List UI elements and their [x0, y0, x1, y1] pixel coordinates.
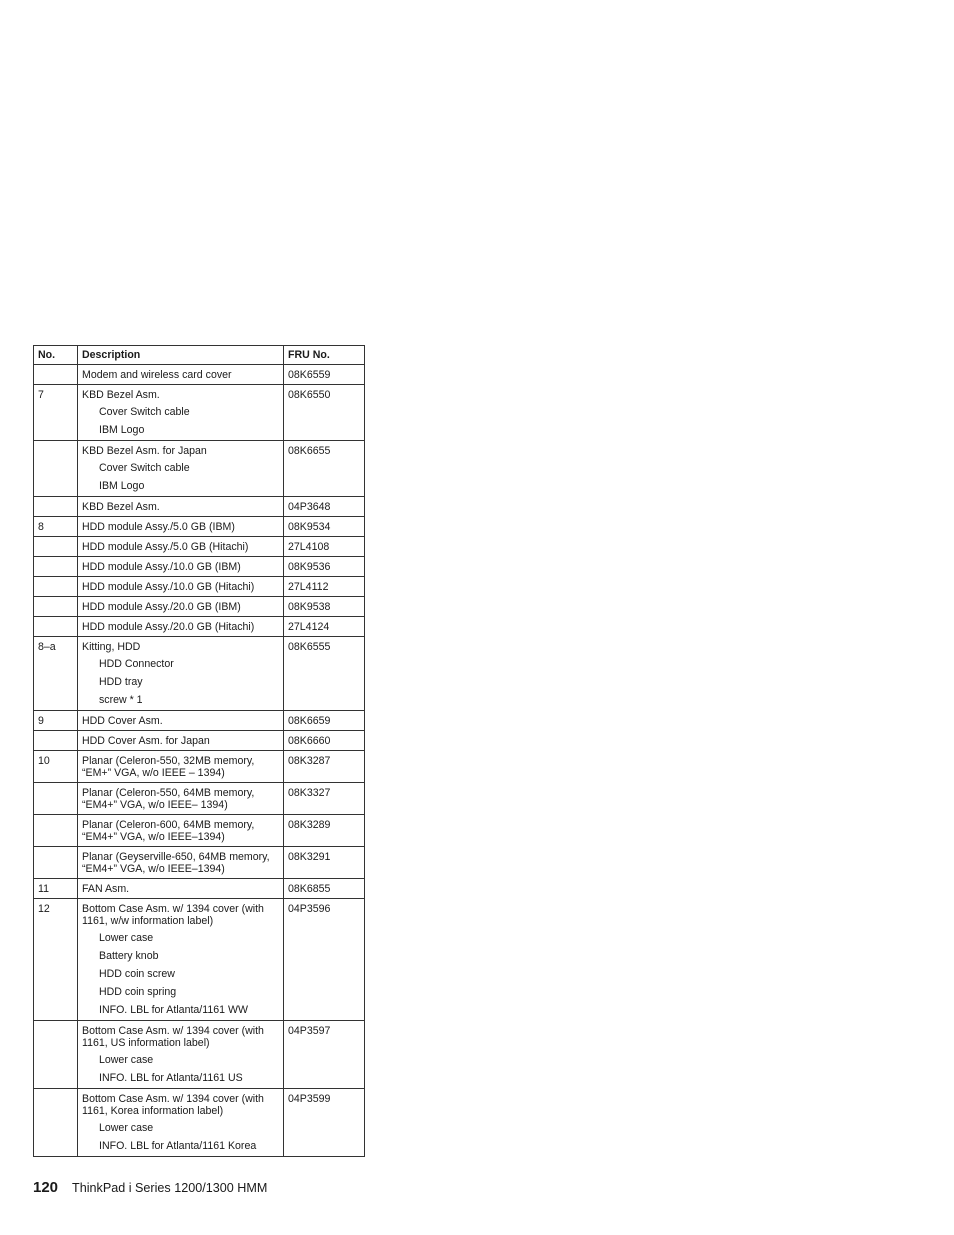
cell-description	[78, 517, 284, 537]
table-row	[34, 597, 365, 617]
description-subitem: HDD coin screw	[99, 968, 175, 980]
cell-item-number	[34, 1089, 78, 1157]
description-subitem: HDD Connector	[99, 658, 174, 670]
cell-fru-number: 27L4124	[284, 617, 365, 637]
description-main: Bottom Case Asm. w/ 1394 cover (with 1161, US information label)	[82, 1025, 264, 1049]
table-row	[34, 617, 365, 637]
table-header-row	[34, 346, 365, 365]
description-main: FAN Asm.	[82, 883, 130, 895]
cell-item-number	[34, 847, 78, 879]
cell-description	[78, 497, 284, 517]
cell-fru-number: 04P3597	[284, 1021, 365, 1089]
description-main: HDD module Assy./20.0 GB (Hitachi)	[82, 621, 255, 633]
description-main: Bottom Case Asm. w/ 1394 cover (with 1161, Korea information label)	[82, 1093, 264, 1117]
description-subitem: IBM Logo	[99, 424, 145, 436]
cell-description	[78, 597, 284, 617]
description-main: HDD module Assy./20.0 GB (IBM)	[82, 601, 241, 613]
cell-description	[78, 731, 284, 751]
header-description: Description	[78, 346, 284, 365]
description-main: HDD module Assy./10.0 GB (IBM)	[82, 561, 241, 573]
cell-description	[78, 847, 284, 879]
description-main: Modem and wireless card cover	[82, 369, 232, 381]
cell-description	[78, 899, 284, 1021]
header-no: No.	[34, 346, 78, 365]
table-row	[34, 537, 365, 557]
cell-description	[78, 751, 284, 783]
description-main: HDD Cover Asm. for Japan	[82, 735, 210, 747]
description-subitem: HDD tray	[99, 676, 143, 688]
cell-fru-number: 04P3599	[284, 1089, 365, 1157]
cell-item-number	[34, 577, 78, 597]
cell-description	[78, 577, 284, 597]
description-main: HDD Cover Asm.	[82, 715, 163, 727]
table-row	[34, 1021, 365, 1089]
cell-description	[78, 537, 284, 557]
description-subitem: HDD coin spring	[99, 986, 177, 998]
description-main: Planar (Celeron-600, 64MB memory, “EM4+” VGA, w/o IEEE–1394)	[82, 819, 255, 843]
description-subitem: Cover Switch cable	[99, 406, 190, 418]
table-row	[34, 365, 365, 385]
cell-item-number	[34, 731, 78, 751]
cell-description	[78, 617, 284, 637]
cell-description	[78, 1089, 284, 1157]
description-main: HDD module Assy./5.0 GB (Hitachi)	[82, 541, 249, 553]
cell-fru-number: 27L4108	[284, 537, 365, 557]
cell-item-number	[34, 783, 78, 815]
cell-fru-number: 08K6660	[284, 731, 365, 751]
page-footer	[33, 1180, 267, 1196]
description-main: Planar (Celeron-550, 64MB memory, “EM4+” VGA, w/o IEEE– 1394)	[82, 787, 255, 811]
cell-item-number: 11	[34, 879, 78, 899]
description-subitem: screw * 1	[99, 694, 143, 706]
fru-table-body	[34, 365, 365, 1157]
cell-fru-number: 08K6555	[284, 637, 365, 711]
header-fru-no: FRU No.	[284, 346, 365, 365]
table-row	[34, 751, 365, 783]
cell-item-number	[34, 537, 78, 557]
cell-description	[78, 441, 284, 497]
cell-fru-number: 08K9538	[284, 597, 365, 617]
cell-fru-number: 08K6559	[284, 365, 365, 385]
cell-fru-number: 04P3596	[284, 899, 365, 1021]
cell-description	[78, 637, 284, 711]
table-row	[34, 731, 365, 751]
table-row	[34, 815, 365, 847]
cell-description	[78, 815, 284, 847]
description-main: KBD Bezel Asm.	[82, 501, 160, 513]
cell-fru-number: 08K6659	[284, 711, 365, 731]
cell-fru-number: 08K9534	[284, 517, 365, 537]
description-subitem: Lower case	[99, 1122, 154, 1134]
table-row	[34, 847, 365, 879]
cell-item-number: 7	[34, 385, 78, 441]
description-subitem: Lower case	[99, 932, 154, 944]
cell-fru-number: 08K3291	[284, 847, 365, 879]
table-row	[34, 441, 365, 497]
description-main: HDD module Assy./10.0 GB (Hitachi)	[82, 581, 255, 593]
description-subitem: Battery knob	[99, 950, 159, 962]
cell-fru-number: 08K6655	[284, 441, 365, 497]
cell-item-number	[34, 597, 78, 617]
cell-item-number	[34, 497, 78, 517]
description-main: Bottom Case Asm. w/ 1394 cover (with 1161, w/w information label)	[82, 903, 264, 927]
description-main: HDD module Assy./5.0 GB (IBM)	[82, 521, 235, 533]
table-row	[34, 879, 365, 899]
description-subitem: INFO. LBL for Atlanta/1161 Korea	[99, 1140, 257, 1152]
cell-fru-number: 08K9536	[284, 557, 365, 577]
cell-item-number	[34, 441, 78, 497]
table-row	[34, 637, 365, 711]
cell-item-number: 8–a	[34, 637, 78, 711]
description-subitem: INFO. LBL for Atlanta/1161 US	[99, 1072, 243, 1084]
table-row	[34, 711, 365, 731]
description-subitem: Lower case	[99, 1054, 154, 1066]
description-subitem: Cover Switch cable	[99, 462, 190, 474]
document-title: ThinkPad i Series 1200/1300 HMM	[72, 1181, 268, 1195]
description-main: Planar (Geyserville-650, 64MB memory, “EM4+” VGA, w/o IEEE–1394)	[82, 851, 270, 875]
cell-description	[78, 557, 284, 577]
table-row	[34, 385, 365, 441]
table-row	[34, 783, 365, 815]
table-row	[34, 1089, 365, 1157]
cell-description	[78, 1021, 284, 1089]
cell-fru-number: 08K3287	[284, 751, 365, 783]
page-number: 120	[33, 1179, 59, 1196]
cell-item-number: 9	[34, 711, 78, 731]
cell-item-number	[34, 617, 78, 637]
description-subitem: IBM Logo	[99, 480, 145, 492]
cell-description	[78, 711, 284, 731]
description-main: KBD Bezel Asm. for Japan	[82, 445, 207, 457]
cell-fru-number: 08K3327	[284, 783, 365, 815]
table-row	[34, 899, 365, 1021]
cell-description	[78, 783, 284, 815]
cell-item-number	[34, 815, 78, 847]
cell-item-number	[34, 1021, 78, 1089]
cell-fru-number: 08K6855	[284, 879, 365, 899]
cell-item-number: 12	[34, 899, 78, 1021]
description-main: Planar (Celeron-550, 32MB memory, “EM+” VGA, w/o IEEE – 1394)	[82, 755, 255, 779]
table-row	[34, 577, 365, 597]
cell-item-number	[34, 557, 78, 577]
cell-item-number: 10	[34, 751, 78, 783]
description-main: KBD Bezel Asm.	[82, 389, 160, 401]
cell-description	[78, 365, 284, 385]
fru-parts-table	[33, 345, 365, 1157]
cell-item-number: 8	[34, 517, 78, 537]
description-main: Kitting, HDD	[82, 641, 141, 653]
cell-fru-number: 08K3289	[284, 815, 365, 847]
cell-item-number	[34, 365, 78, 385]
cell-fru-number: 27L4112	[284, 577, 365, 597]
cell-fru-number: 04P3648	[284, 497, 365, 517]
description-subitem: INFO. LBL for Atlanta/1161 WW	[99, 1004, 248, 1016]
table-row	[34, 497, 365, 517]
table-row	[34, 557, 365, 577]
table-row	[34, 517, 365, 537]
cell-fru-number: 08K6550	[284, 385, 365, 441]
cell-description	[78, 879, 284, 899]
cell-description	[78, 385, 284, 441]
